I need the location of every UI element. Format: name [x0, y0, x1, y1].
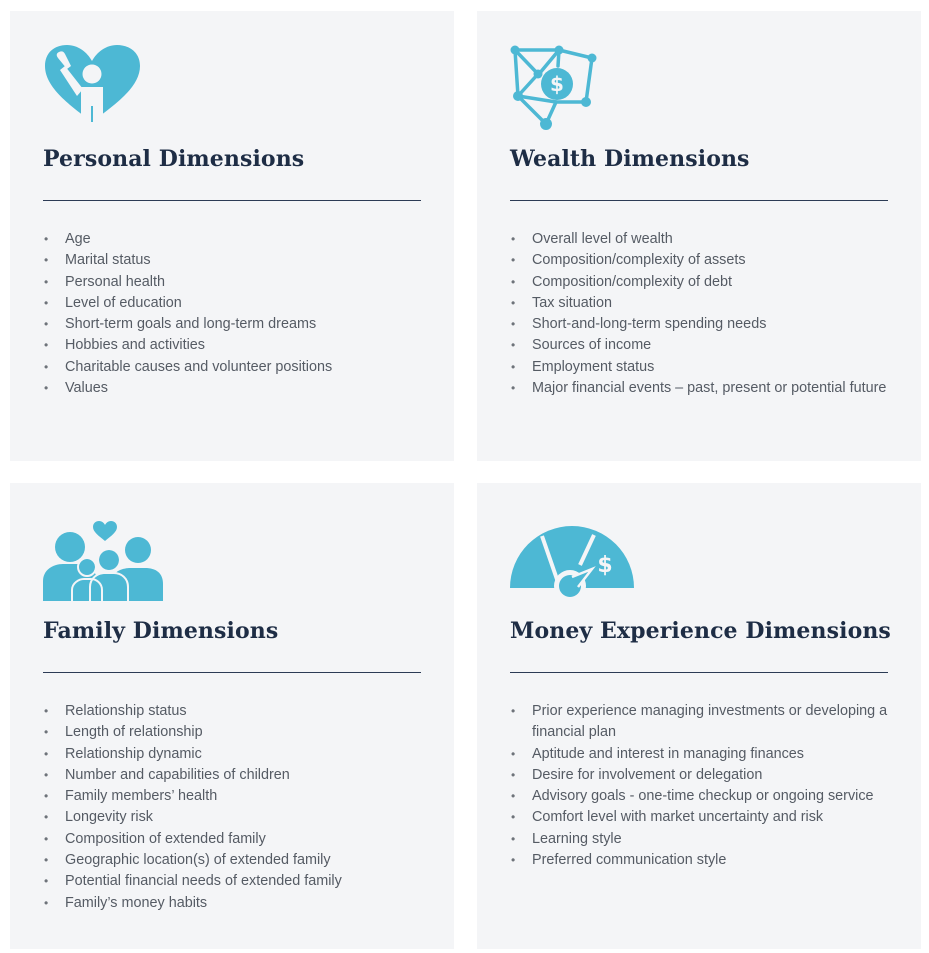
- personal-dimensions-card: [10, 11, 454, 461]
- wealth-dimensions-card: [477, 11, 921, 461]
- list-item: • Desire for involvement or delegation: [510, 765, 890, 786]
- list-item: • Aptitude and interest in managing finances: [510, 744, 890, 765]
- list-item: • Relationship status: [43, 701, 423, 722]
- money-experience-dimensions-card: [477, 483, 921, 949]
- card-title: Wealth Dimensions: [510, 146, 750, 172]
- list-item: • Hobbies and activities: [43, 335, 423, 356]
- list-item: • Length of relationship: [43, 722, 423, 743]
- title-divider: [43, 672, 421, 673]
- title-divider: [510, 200, 888, 201]
- list-item: • Preferred communication style: [510, 850, 890, 871]
- list-item: • Potential financial needs of extended family: [43, 871, 423, 892]
- svg-text:$: $: [550, 72, 564, 96]
- list-item: • Composition/complexity of debt: [510, 272, 890, 293]
- list-item: • Longevity risk: [43, 807, 423, 828]
- card-title: Personal Dimensions: [43, 146, 305, 172]
- money-experience-dimensions-list: [510, 701, 890, 871]
- list-item: • Family members’ health: [43, 786, 423, 807]
- dollar-gauge-icon: [510, 525, 640, 615]
- list-item: • Prior experience managing investments or developing a financial plan: [510, 701, 890, 744]
- svg-text:$: $: [597, 553, 613, 578]
- dollar-network-icon: [510, 44, 640, 134]
- family-heart-icon: [43, 521, 173, 611]
- list-item: • Overall level of wealth: [510, 229, 890, 250]
- list-item: • Tax situation: [510, 293, 890, 314]
- heart-person-icon: [43, 44, 173, 134]
- list-item: • Personal health: [43, 272, 423, 293]
- list-item: • Short-and-long-term spending needs: [510, 314, 890, 335]
- title-divider: [510, 672, 888, 673]
- list-item: • Level of education: [43, 293, 423, 314]
- wealth-dimensions-list: [510, 229, 890, 399]
- list-item: • Marital status: [43, 250, 423, 271]
- list-item: • Relationship dynamic: [43, 744, 423, 765]
- title-divider: [43, 200, 421, 201]
- list-item: • Composition/complexity of assets: [510, 250, 890, 271]
- list-item: • Major financial events – past, present or potential future: [510, 378, 890, 399]
- list-item: • Charitable causes and volunteer positions: [43, 357, 423, 378]
- list-item: • Geographic location(s) of extended family: [43, 850, 423, 871]
- list-item: • Advisory goals - one-time checkup or ongoing service: [510, 786, 890, 807]
- list-item: • Employment status: [510, 357, 890, 378]
- list-item: • Family’s money habits: [43, 893, 423, 914]
- list-item: • Number and capabilities of children: [43, 765, 423, 786]
- card-title: Family Dimensions: [43, 618, 279, 644]
- list-item: • Short-term goals and long-term dreams: [43, 314, 423, 335]
- list-item: • Values: [43, 378, 423, 399]
- list-item: • Age: [43, 229, 423, 250]
- list-item: • Composition of extended family: [43, 829, 423, 850]
- list-item: • Sources of income: [510, 335, 890, 356]
- family-dimensions-card: [10, 483, 454, 949]
- list-item: • Comfort level with market uncertainty and risk: [510, 807, 890, 828]
- card-title: Money Experience Dimensions: [510, 618, 891, 644]
- list-item: • Learning style: [510, 829, 890, 850]
- personal-dimensions-list: [43, 229, 423, 399]
- family-dimensions-list: [43, 701, 423, 914]
